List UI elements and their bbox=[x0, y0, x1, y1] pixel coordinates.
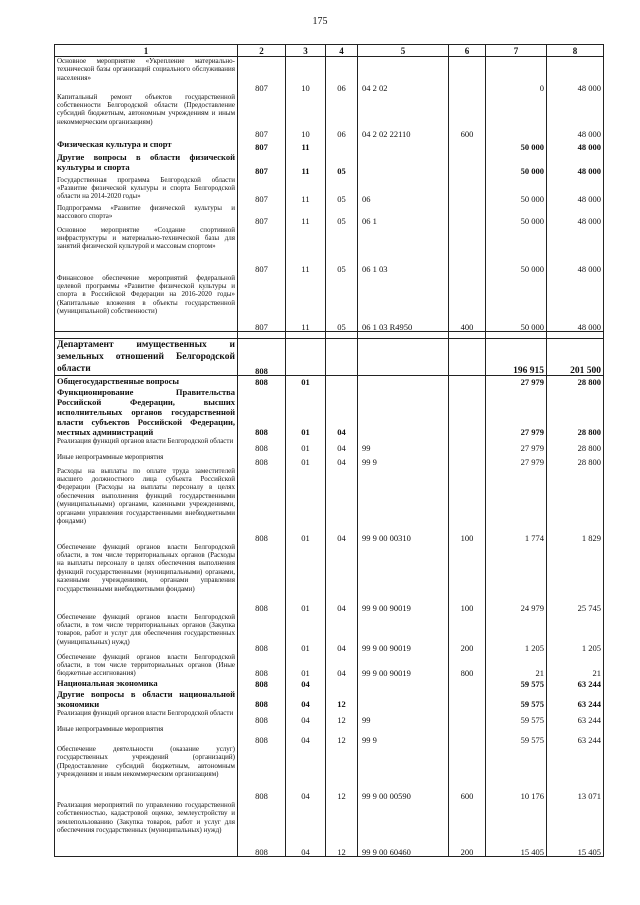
row-amount-year2: 1 205 bbox=[547, 613, 604, 653]
row-expense-type: 400 bbox=[449, 274, 486, 332]
table-row bbox=[55, 725, 604, 745]
row-amount-year1: 50 000 bbox=[486, 204, 547, 226]
row-section-code: 01 bbox=[286, 387, 326, 437]
table-row bbox=[55, 274, 604, 332]
row-ministry-code: 808 bbox=[238, 745, 286, 801]
row-amount-year2: 63 244 bbox=[547, 689, 604, 709]
row-section-code: 11 bbox=[286, 226, 326, 274]
row-target-article: 06 1 bbox=[358, 204, 449, 226]
row-target-article: 99 bbox=[358, 437, 449, 453]
row-ministry-code: 807 bbox=[238, 139, 286, 152]
row-expense-type bbox=[449, 57, 486, 93]
row-amount-year2: 48 000 bbox=[547, 204, 604, 226]
table-row bbox=[55, 152, 604, 176]
table-row bbox=[55, 653, 604, 678]
row-amount-year1: 50 000 bbox=[486, 226, 547, 274]
row-subsection-code: 05 bbox=[326, 274, 358, 332]
row-expense-type: 600 bbox=[449, 745, 486, 801]
row-target-article bbox=[358, 387, 449, 437]
row-name: Капитальный ремонт объектов государственной собственности Белгородской области (Предоставление субсидий бюджетным, автономным учреждениям и иным некоммерческим организациям) bbox=[55, 93, 238, 139]
row-section-code: 01 bbox=[286, 613, 326, 653]
row-amount-year1: 21 bbox=[486, 653, 547, 678]
row-ministry-code: 808 bbox=[238, 467, 286, 543]
row-subsection-code bbox=[326, 678, 358, 689]
row-expense-type bbox=[449, 678, 486, 689]
row-target-article: 99 9 00 90019 bbox=[358, 653, 449, 678]
budget-table bbox=[54, 44, 604, 857]
table-row bbox=[55, 801, 604, 857]
row-amount-year1: 27 979 bbox=[486, 437, 547, 453]
row-expense-type bbox=[449, 689, 486, 709]
row-ministry-code: 808 bbox=[238, 543, 286, 613]
row-subsection-code: 04 bbox=[326, 613, 358, 653]
row-subsection-code: 04 bbox=[326, 467, 358, 543]
row-name: Обеспечение функций органов власти Белгородской области, в том числе территориальных органов (Закупка товаров, работ и услуг для обеспечения государственных (муниципальных) нужд) bbox=[55, 613, 238, 653]
header-row bbox=[55, 45, 604, 57]
row-section-code: 10 bbox=[286, 57, 326, 93]
row-name: Реализация функций органов власти Белгородской области bbox=[55, 437, 238, 453]
table-row bbox=[55, 678, 604, 689]
row-expense-type: 800 bbox=[449, 653, 486, 678]
row-subsection-code: 05 bbox=[326, 226, 358, 274]
row-amount-year1: 59 575 bbox=[486, 725, 547, 745]
row-target-article: 04 2 02 bbox=[358, 57, 449, 93]
row-ministry-code: 808 bbox=[238, 387, 286, 437]
row-target-article: 06 bbox=[358, 176, 449, 204]
row-amount-year1: 0 bbox=[486, 57, 547, 93]
header-col-2: 2 bbox=[238, 45, 286, 57]
row-target-article bbox=[358, 152, 449, 176]
row-section-code: 04 bbox=[286, 745, 326, 801]
row-amount-year1: 196 915 bbox=[486, 339, 547, 376]
row-amount-year1: 59 575 bbox=[486, 689, 547, 709]
row-name: Финансовое обеспечение мероприятий федеральной целевой программы «Развитие физической культуры и спорта в Российской Федерации на 2016-2020 годы» (Капитальные вложения в объекты государственной (муниципальной) собственности) bbox=[55, 274, 238, 332]
row-ministry-code: 807 bbox=[238, 204, 286, 226]
table-row bbox=[55, 543, 604, 613]
table-row bbox=[55, 709, 604, 725]
row-section-code: 11 bbox=[286, 152, 326, 176]
row-name: Реализация мероприятий по управлению государственной собственностью, кадастровой оценке, землеустройству и землепользованию (Закупка товаров, работ и услуг для обеспечения государственных (муниципальных) нужд) bbox=[55, 801, 238, 857]
row-ministry-code: 807 bbox=[238, 274, 286, 332]
row-expense-type bbox=[449, 176, 486, 204]
row-subsection-code: 04 bbox=[326, 387, 358, 437]
row-subsection-code: 06 bbox=[326, 57, 358, 93]
row-name: Государственная программа Белгородской области «Развитие физической культуры и спорта Белгородской области на 2014-2020 годы» bbox=[55, 176, 238, 204]
row-amount-year2: 48 000 bbox=[547, 176, 604, 204]
row-name: Основное мероприятие «Создание спортивной инфраструктуры и материально-технической базы для занятий физической культурой и массовым спортом» bbox=[55, 226, 238, 274]
row-ministry-code: 808 bbox=[238, 653, 286, 678]
row-target-article: 99 9 00 00590 bbox=[358, 745, 449, 801]
row-subsection-code: 04 bbox=[326, 653, 358, 678]
row-name: Другие вопросы в области национальной экономики bbox=[55, 689, 238, 709]
row-name: Реализация функций органов власти Белгородской области bbox=[55, 709, 238, 725]
row-section-code: 11 bbox=[286, 139, 326, 152]
row-subsection-code bbox=[326, 339, 358, 376]
row-amount-year1: 50 000 bbox=[486, 274, 547, 332]
row-ministry-code: 807 bbox=[238, 57, 286, 93]
row-amount-year2: 48 000 bbox=[547, 152, 604, 176]
table-row bbox=[55, 93, 604, 139]
row-amount-year2: 28 800 bbox=[547, 437, 604, 453]
row-name: Расходы на выплаты по оплате труда заместителей высшего должностного лица субъекта Российской Федерации (Расходы на выплаты персоналу в целях обеспечения выполнения функций государственными (муниципальными) органами, казенными учреждениями, органами управления государственными внебюджетными фондами) bbox=[55, 467, 238, 543]
header-col-3: 3 bbox=[286, 45, 326, 57]
row-subsection-code: 04 bbox=[326, 453, 358, 467]
row-section-code: 04 bbox=[286, 725, 326, 745]
row-ministry-code: 808 bbox=[238, 725, 286, 745]
row-expense-type bbox=[449, 139, 486, 152]
row-subsection-code: 05 bbox=[326, 152, 358, 176]
row-amount-year2 bbox=[547, 332, 604, 339]
row-amount-year1: 59 575 bbox=[486, 709, 547, 725]
row-name: Физическая культура и спорт bbox=[55, 139, 238, 152]
row-amount-year2: 13 071 bbox=[547, 745, 604, 801]
table-row bbox=[55, 689, 604, 709]
row-target-article bbox=[358, 678, 449, 689]
table-row bbox=[55, 57, 604, 93]
table-row bbox=[55, 339, 604, 376]
row-target-article: 99 9 bbox=[358, 453, 449, 467]
row-name: Обеспечение деятельности (оказание услуг) государственных учреждений (организаций) (Предоставление субсидий бюджетным, автономным учреждениям и иным некоммерческим организациям) bbox=[55, 745, 238, 801]
row-expense-type: 100 bbox=[449, 467, 486, 543]
row-amount-year1: 15 405 bbox=[486, 801, 547, 857]
row-target-article: 06 1 03 bbox=[358, 226, 449, 274]
row-name: Обеспечение функций органов власти Белгородской области, в том числе территориальных органов (Иные бюджетные ассигнования) bbox=[55, 653, 238, 678]
row-section-code: 01 bbox=[286, 653, 326, 678]
row-ministry-code: 808 bbox=[238, 678, 286, 689]
row-section-code: 04 bbox=[286, 801, 326, 857]
row-subsection-code: 06 bbox=[326, 93, 358, 139]
row-section-code: 10 bbox=[286, 93, 326, 139]
row-amount-year2: 28 800 bbox=[547, 376, 604, 387]
row-expense-type bbox=[449, 332, 486, 339]
row-amount-year2: 48 000 bbox=[547, 139, 604, 152]
row-section-code: 04 bbox=[286, 709, 326, 725]
row-subsection-code: 12 bbox=[326, 745, 358, 801]
row-section-code: 04 bbox=[286, 678, 326, 689]
row-amount-year2: 48 000 bbox=[547, 226, 604, 274]
row-subsection-code: 05 bbox=[326, 204, 358, 226]
row-target-article bbox=[358, 139, 449, 152]
row-subsection-code bbox=[326, 139, 358, 152]
row-section-code: 04 bbox=[286, 689, 326, 709]
row-amount-year1: 59 575 bbox=[486, 678, 547, 689]
row-amount-year1: 50 000 bbox=[486, 176, 547, 204]
row-ministry-code: 808 bbox=[238, 437, 286, 453]
table-row bbox=[55, 226, 604, 274]
row-expense-type: 100 bbox=[449, 543, 486, 613]
row-ministry-code: 808 bbox=[238, 453, 286, 467]
row-name: Обеспечение функций органов власти Белгородской области, в том числе территориальных органов (Расходы на выплаты персоналу в целях обеспечения выполнения функций государственными (муниципальными) органами, казенными учреждениями, органами управления государственными внебюджетными фондами) bbox=[55, 543, 238, 613]
row-name: Общегосударственные вопросы bbox=[55, 376, 238, 387]
row-target-article: 04 2 02 22110 bbox=[358, 93, 449, 139]
row-expense-type: 600 bbox=[449, 93, 486, 139]
row-section-code: 01 bbox=[286, 437, 326, 453]
row-amount-year1: 1 774 bbox=[486, 467, 547, 543]
row-section-code: 11 bbox=[286, 204, 326, 226]
row-amount-year2: 63 244 bbox=[547, 725, 604, 745]
row-target-article bbox=[358, 332, 449, 339]
row-section-code: 01 bbox=[286, 376, 326, 387]
row-subsection-code: 12 bbox=[326, 725, 358, 745]
row-target-article: 99 bbox=[358, 709, 449, 725]
row-name: Подпрограмма «Развитие физической культуры и массового спорта» bbox=[55, 204, 238, 226]
row-target-article: 06 1 03 R4950 bbox=[358, 274, 449, 332]
row-amount-year2: 28 800 bbox=[547, 387, 604, 437]
row-expense-type bbox=[449, 339, 486, 376]
row-expense-type bbox=[449, 376, 486, 387]
header-col-6: 6 bbox=[449, 45, 486, 57]
row-amount-year2: 28 800 bbox=[547, 453, 604, 467]
row-amount-year2: 48 000 bbox=[547, 274, 604, 332]
row-expense-type bbox=[449, 709, 486, 725]
header-col-5: 5 bbox=[358, 45, 449, 57]
row-expense-type bbox=[449, 387, 486, 437]
row-name: Национальная экономика bbox=[55, 678, 238, 689]
row-name: Основное мероприятие «Укрепление материально-технической базы организаций социального обслуживания населения» bbox=[55, 57, 238, 93]
row-ministry-code: 808 bbox=[238, 709, 286, 725]
row-subsection-code bbox=[326, 332, 358, 339]
row-amount-year1 bbox=[486, 332, 547, 339]
table-row bbox=[55, 613, 604, 653]
page-number: 175 bbox=[312, 16, 328, 27]
row-amount-year2: 48 000 bbox=[547, 57, 604, 93]
row-amount-year1: 10 176 bbox=[486, 745, 547, 801]
row-amount-year2: 15 405 bbox=[547, 801, 604, 857]
row-section-code: 01 bbox=[286, 467, 326, 543]
row-amount-year1 bbox=[486, 93, 547, 139]
row-expense-type bbox=[449, 725, 486, 745]
row-ministry-code: 808 bbox=[238, 613, 286, 653]
row-section-code: 11 bbox=[286, 274, 326, 332]
row-amount-year2: 25 745 bbox=[547, 543, 604, 613]
table-row bbox=[55, 376, 604, 387]
header-col-7: 7 bbox=[486, 45, 547, 57]
row-expense-type bbox=[449, 453, 486, 467]
row-amount-year2: 63 244 bbox=[547, 709, 604, 725]
row-target-article: 99 9 00 60460 bbox=[358, 801, 449, 857]
row-target-article: 99 9 bbox=[358, 725, 449, 745]
row-amount-year1: 1 205 bbox=[486, 613, 547, 653]
table-row bbox=[55, 437, 604, 453]
row-section-code: 11 bbox=[286, 176, 326, 204]
header-col-1: 1 bbox=[55, 45, 238, 57]
row-ministry-code: 807 bbox=[238, 226, 286, 274]
row-amount-year1: 27 979 bbox=[486, 376, 547, 387]
row-expense-type bbox=[449, 437, 486, 453]
row-expense-type bbox=[449, 226, 486, 274]
row-name: Другие вопросы в области физической культуры и спорта bbox=[55, 152, 238, 176]
row-amount-year2: 201 500 bbox=[547, 339, 604, 376]
row-target-article bbox=[358, 376, 449, 387]
row-ministry-code: 807 bbox=[238, 152, 286, 176]
table-row bbox=[55, 332, 604, 339]
row-expense-type: 200 bbox=[449, 613, 486, 653]
row-ministry-code: 808 bbox=[238, 801, 286, 857]
row-expense-type bbox=[449, 204, 486, 226]
row-amount-year1: 27 979 bbox=[486, 453, 547, 467]
row-name: Функционирование Правительства Российской Федерации, высших исполнительных органов государственной власти субъектов Российской Федерации, местных администраций bbox=[55, 387, 238, 437]
table-body bbox=[55, 57, 604, 857]
row-ministry-code: 807 bbox=[238, 93, 286, 139]
table-row bbox=[55, 387, 604, 437]
row-subsection-code: 12 bbox=[326, 709, 358, 725]
row-name: Иные непрограммные мероприятия bbox=[55, 725, 238, 745]
row-ministry-code bbox=[238, 332, 286, 339]
table-row bbox=[55, 453, 604, 467]
row-target-article bbox=[358, 689, 449, 709]
row-section-code bbox=[286, 339, 326, 376]
row-amount-year2: 1 829 bbox=[547, 467, 604, 543]
row-section-code: 01 bbox=[286, 453, 326, 467]
row-ministry-code: 808 bbox=[238, 689, 286, 709]
row-name: Иные непрограммные мероприятия bbox=[55, 453, 238, 467]
row-section-code: 01 bbox=[286, 543, 326, 613]
header-col-4: 4 bbox=[326, 45, 358, 57]
row-amount-year1: 27 979 bbox=[486, 387, 547, 437]
table-row bbox=[55, 176, 604, 204]
row-subsection-code bbox=[326, 376, 358, 387]
row-ministry-code: 808 bbox=[238, 376, 286, 387]
table-row bbox=[55, 204, 604, 226]
row-section-code bbox=[286, 332, 326, 339]
row-ministry-code: 808 bbox=[238, 339, 286, 376]
row-name bbox=[55, 332, 238, 339]
row-subsection-code: 04 bbox=[326, 543, 358, 613]
header-col-8: 8 bbox=[547, 45, 604, 57]
row-amount-year2: 48 000 bbox=[547, 93, 604, 139]
row-amount-year1: 24 979 bbox=[486, 543, 547, 613]
table-row bbox=[55, 745, 604, 801]
row-amount-year2: 63 244 bbox=[547, 678, 604, 689]
row-subsection-code: 05 bbox=[326, 176, 358, 204]
table-row bbox=[55, 467, 604, 543]
table-row bbox=[55, 139, 604, 152]
row-subsection-code: 12 bbox=[326, 801, 358, 857]
row-target-article: 99 9 00 90019 bbox=[358, 613, 449, 653]
row-amount-year1: 50 000 bbox=[486, 139, 547, 152]
row-expense-type: 200 bbox=[449, 801, 486, 857]
row-target-article: 99 9 00 00310 bbox=[358, 467, 449, 543]
row-target-article bbox=[358, 339, 449, 376]
row-subsection-code: 04 bbox=[326, 437, 358, 453]
row-subsection-code: 12 bbox=[326, 689, 358, 709]
row-name: Департамент имущественных и земельных отношений Белгородской области bbox=[55, 339, 238, 376]
row-amount-year1: 50 000 bbox=[486, 152, 547, 176]
row-expense-type bbox=[449, 152, 486, 176]
row-ministry-code: 807 bbox=[238, 176, 286, 204]
row-target-article: 99 9 00 90019 bbox=[358, 543, 449, 613]
row-amount-year2: 21 bbox=[547, 653, 604, 678]
